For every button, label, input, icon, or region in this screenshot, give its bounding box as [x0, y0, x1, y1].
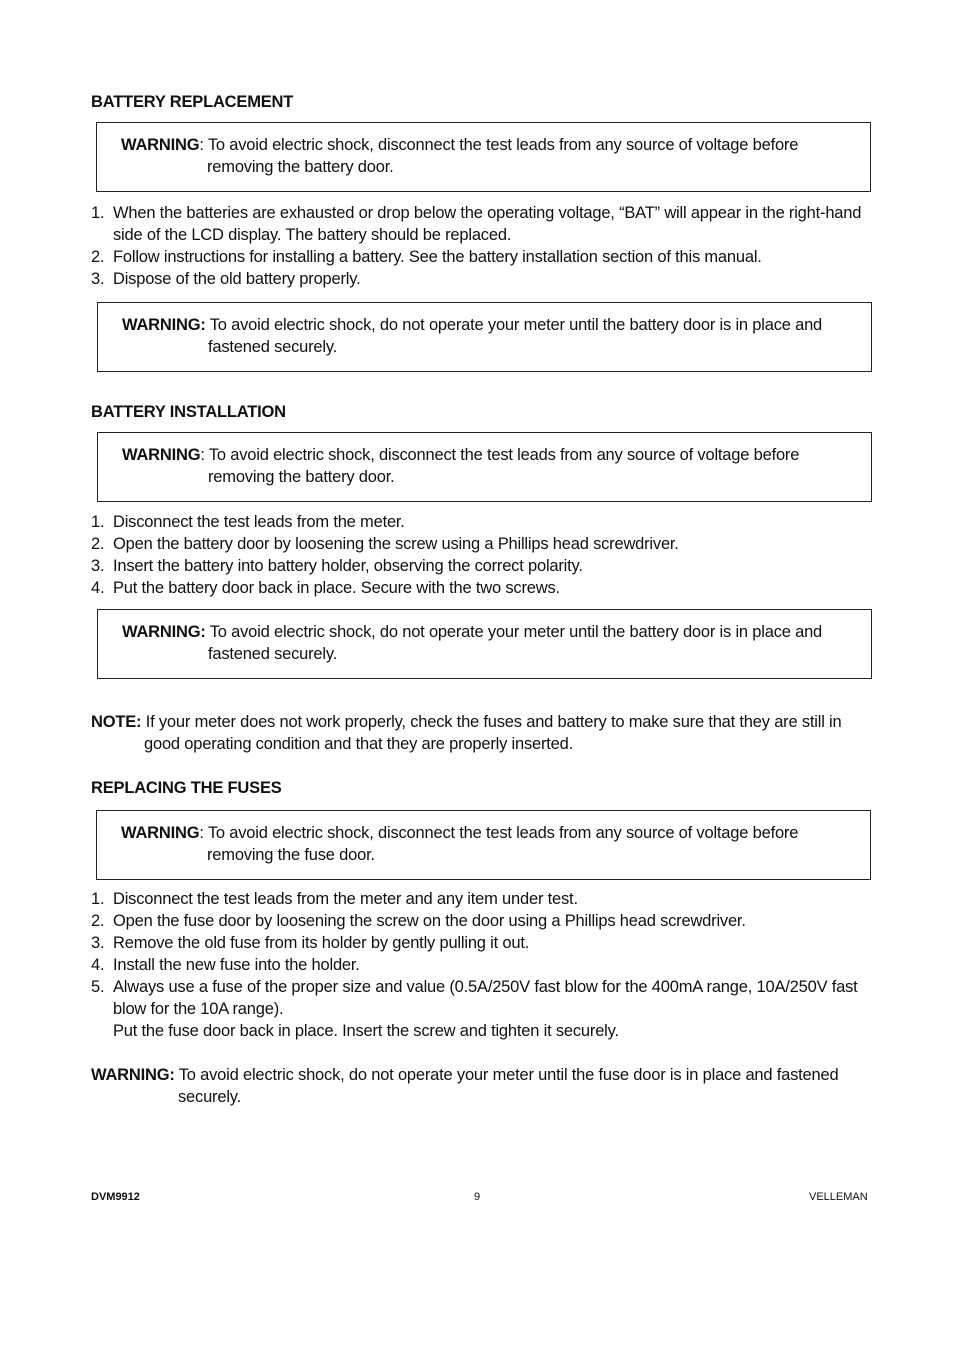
note-text-line2: good operating condition and that they are properly inserted. [144, 735, 574, 753]
warning-text-line1: To avoid electric shock, do not operate your meter until the battery door is in place and [209, 623, 823, 641]
warning-box-battery-replacement-2 [97, 302, 872, 372]
warning-box-battery-installation-2 [97, 609, 872, 679]
footer-brand: VELLEMAN [809, 1191, 868, 1203]
warning-label: WARNING [122, 446, 201, 464]
warning-text-line2: removing the battery door. [208, 468, 395, 486]
warning-text-line2: removing the battery door. [207, 158, 394, 176]
warning-text-line2: fastened securely. [208, 645, 338, 663]
replacing-fuses-steps [91, 888, 871, 1020]
warning-box-battery-replacement-1: WARNING: To avoid electric shock, disconnect the test leads from any source of voltage before removing the battery door. [96, 122, 871, 192]
battery-installation-steps [91, 511, 871, 599]
final-warning [91, 1064, 871, 1108]
section-title-battery-installation: BATTERY INSTALLATION [91, 403, 286, 421]
list-item: 3. Remove the old fuse from its holder by gently pulling it out. [91, 934, 530, 952]
fuse-door-instruction: Put the fuse door back in place. Insert the screw and tighten it securely. [113, 1022, 619, 1040]
list-item: 3. Insert the battery into battery holder, observing the correct polarity. [91, 557, 583, 575]
list-item: 5. Always use a fuse of the proper size and value (0.5A/250V fast blow for the 400mA range, 10A/250V fast blow for the 10A range). [91, 978, 858, 1018]
section-title-replacing-fuses: REPLACING THE FUSES [91, 779, 282, 797]
warning-text-line1: To avoid electric shock, disconnect the test leads from any source of voltage before [207, 824, 799, 842]
note-label: NOTE: [91, 713, 142, 731]
list-item: 2. Open the battery door by loosening the screw using a Phillips head screwdriver. [91, 535, 679, 553]
warning-text-line1: To avoid electric shock, do not operate your meter until the fuse door is in place and fastened [178, 1066, 839, 1084]
warning-label: WARNING: [122, 316, 206, 334]
list-item: 1. Disconnect the test leads from the meter. [91, 513, 405, 531]
warning-label: WARNING [121, 824, 200, 842]
list-item: 4. Put the battery door back in place. Secure with the two screws. [91, 579, 560, 597]
warning-text-line2: securely. [178, 1088, 241, 1106]
footer-model: DVM9912 [91, 1191, 140, 1203]
warning-text-line2: removing the fuse door. [207, 846, 375, 864]
list-item: 4. Install the new fuse into the holder. [91, 956, 360, 974]
warning-box-replacing-fuses: WARNING: To avoid electric shock, disconnect the test leads from any source of voltage before removing the fuse door. [96, 810, 871, 880]
list-item: 2. Follow instructions for installing a battery. See the battery installation section of this manual. [91, 248, 762, 266]
footer-page-number: 9 [474, 1191, 481, 1203]
note-paragraph [91, 711, 871, 755]
warning-text-line2: fastened securely. [208, 338, 338, 356]
note-text-line1: If your meter does not work properly, check the fuses and battery to make sure that they are still in [145, 713, 842, 731]
warning-text-line1: To avoid electric shock, do not operate your meter until the battery door is in place and [209, 316, 823, 334]
warning-label: WARNING: [91, 1066, 175, 1084]
list-item: 3. Dispose of the old battery properly. [91, 270, 361, 288]
list-item: 1. Disconnect the test leads from the meter and any item under test. [91, 890, 578, 908]
warning-text-line1: To avoid electric shock, disconnect the test leads from any source of voltage before [208, 446, 800, 464]
warning-label: WARNING [121, 136, 200, 154]
section-title-battery-replacement: BATTERY REPLACEMENT [91, 93, 294, 111]
battery-replacement-steps [91, 202, 871, 290]
warning-box-battery-installation-1: WARNING: To avoid electric shock, disconnect the test leads from any source of voltage before removing the battery door. [97, 432, 872, 502]
warning-text-line1: To avoid electric shock, disconnect the test leads from any source of voltage before [207, 136, 799, 154]
list-item: 2. Open the fuse door by loosening the screw on the door using a Phillips head screwdriver. [91, 912, 746, 930]
list-item: 1. When the batteries are exhausted or drop below the operating voltage, “BAT” will appear in the right-hand side of the LCD display. The battery should be replaced. [91, 204, 862, 244]
warning-label: WARNING: [122, 623, 206, 641]
